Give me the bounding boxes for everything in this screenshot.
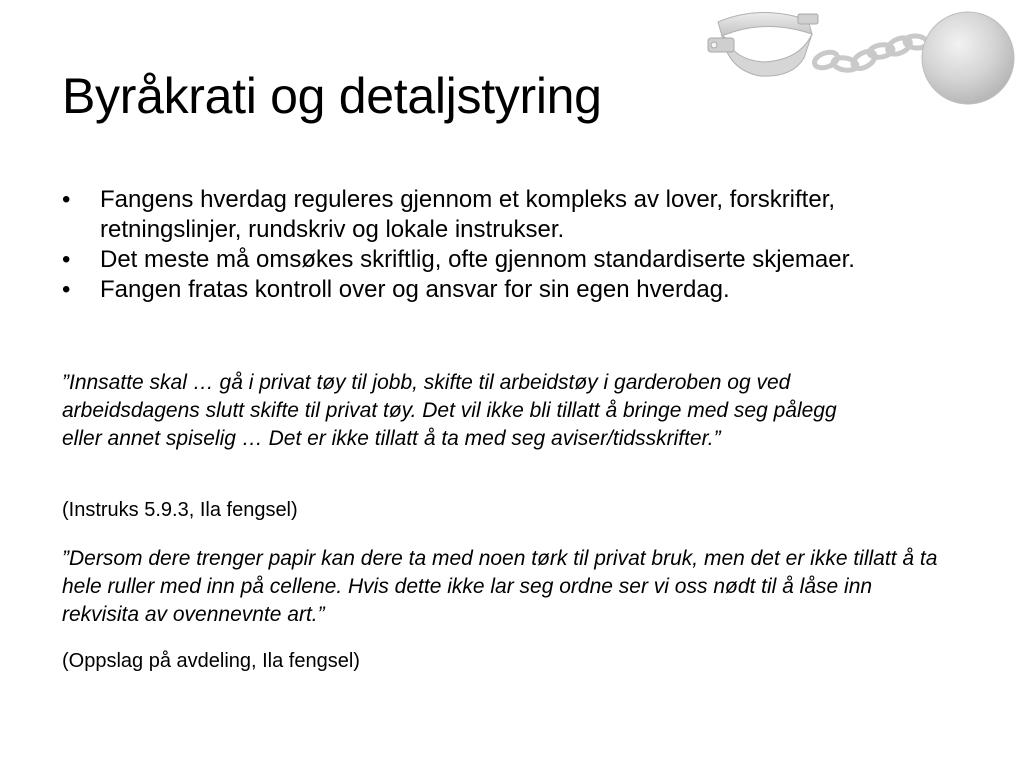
quote-notice: ”Dersom dere trenger papir kan dere ta med noen tørk til privat bruk, men det er ikke tillatt å ta hele ruller med inn på cellene. Hvis dette ikke lar seg ordne ser vi oss nødt til å låse inn rekvisita av ovennevnte art.” [62, 547, 938, 626]
list-item [62, 245, 902, 275]
quote-instruction: ”Innsatte skal … gå i privat tøy til jobb, skifte til arbeidstøy i garderoben og ved arbeidsdagens slutt skifte til privat tøy. Det vil ikke bli tillatt å bringe med seg pålegg eller annet spiselig … Det er ikke tillatt å ta med seg aviser/tidsskrifter.” [62, 371, 837, 450]
bullet-marker: • [62, 246, 71, 273]
shackle-cuff [708, 12, 818, 76]
quote-source: (Instruks 5.9.3, Ila fengsel) [62, 499, 298, 521]
chain-links [812, 35, 927, 72]
bullet-marker: • [62, 276, 71, 303]
list-item [62, 185, 902, 245]
bullet-list [62, 185, 902, 305]
bullet-text: Det meste må omsøkes skriftlig, ofte gjennom standardiserte skjemaer. [100, 246, 855, 273]
slide-title: Byråkrati og detaljstyring [62, 68, 602, 124]
bullet-marker: • [62, 186, 71, 213]
bullet-text: Fangens hverdag reguleres gjennom et kompleks av lover, forskrifter, retningslinjer, rundskriv og lokale instrukser. [100, 186, 836, 243]
ball-and-chain-icon [700, 0, 1024, 120]
list-item [62, 275, 902, 305]
bullet-text: Fangen fratas kontroll over og ansvar for sin egen hverdag. [100, 276, 730, 303]
quote-source: (Oppslag på avdeling, Ila fengsel) [62, 650, 360, 672]
iron-ball [922, 12, 1014, 104]
